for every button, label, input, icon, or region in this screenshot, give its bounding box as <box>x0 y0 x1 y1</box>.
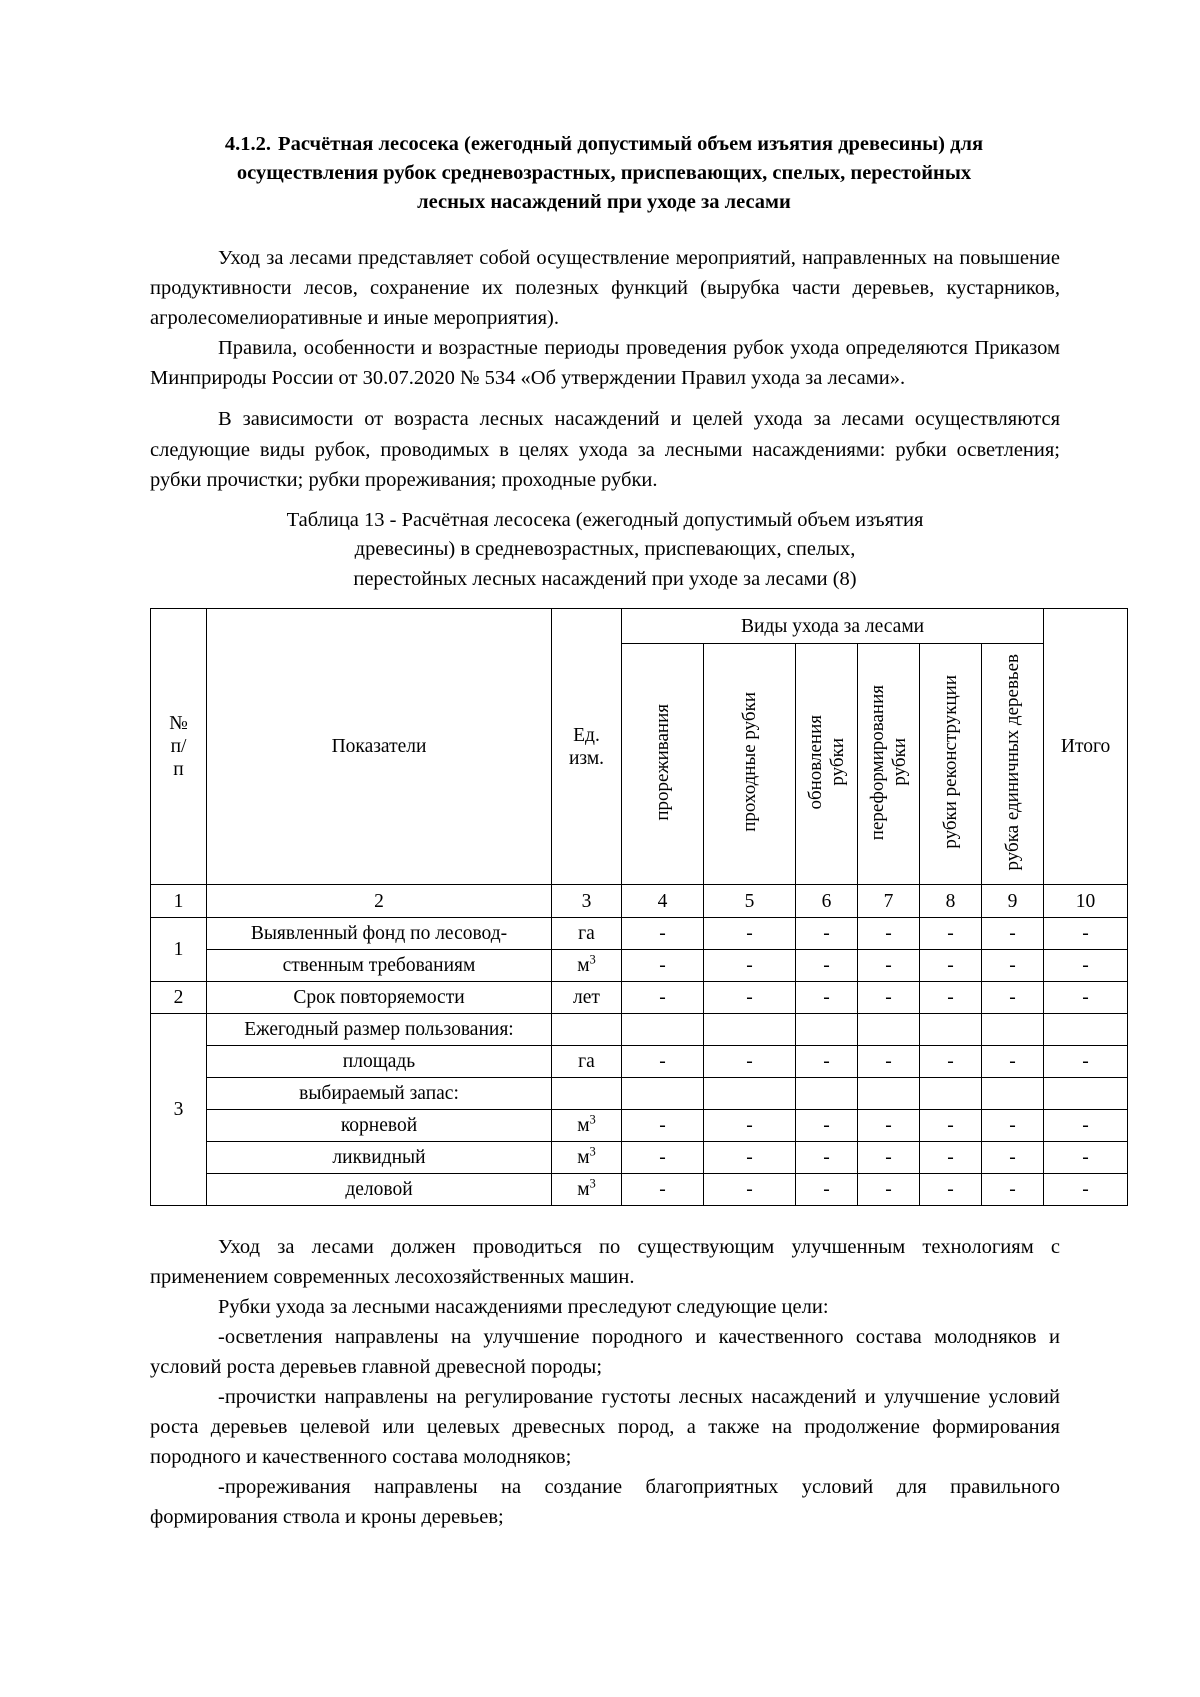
header-care-type-rubka-edinichnyh-derevev <box>982 644 1044 885</box>
header-care-type-label-part2: обновления <box>804 714 826 810</box>
row-indicator: Ежегодный размер пользования: <box>207 1014 552 1046</box>
row-value: - <box>920 982 982 1014</box>
row-value: - <box>858 918 920 950</box>
row-value: - <box>982 918 1044 950</box>
header-total: Итого <box>1044 609 1128 885</box>
row-np: 1 <box>151 918 207 982</box>
section-heading-line3: лесных насаждений при уходе за лесами <box>417 191 791 214</box>
table-header-row-group <box>151 609 1128 644</box>
row-value: - <box>796 1110 858 1142</box>
row-value: - <box>858 982 920 1014</box>
row-value: - <box>920 1174 982 1206</box>
row-value: - <box>622 950 704 982</box>
row-value-total: - <box>1044 1046 1128 1078</box>
colnum-8: 8 <box>920 885 982 918</box>
header-care-types-group: Виды ухода за лесами <box>622 609 1044 644</box>
row-value-total: - <box>1044 918 1128 950</box>
header-unit <box>552 609 622 885</box>
section-heading-line2: осуществления рубок средневозрастных, приспевающих, спелых, перестойных <box>236 162 972 185</box>
spacer <box>150 393 1060 404</box>
paragraph-goal-prorezhivaniya: -прореживания направлены на создание благоприятных условий для правильного формирования ствола и кроны деревьев; <box>150 1476 1060 1529</box>
row-value: - <box>982 950 1044 982</box>
row-value: - <box>796 950 858 982</box>
row-value: - <box>622 1174 704 1206</box>
row-unit <box>552 1078 622 1110</box>
row-value: - <box>858 1142 920 1174</box>
header-care-type-label: рубка единичных деревьев <box>1001 653 1023 871</box>
paragraph-goal-prochistki: -прочистки направлены на регулирование густоты лесных насаждений и улучшение условий роста деревьев целевой или целевых древесных пород, а также на продолжение формирования породного и качественного состава молодняков; <box>150 1386 1060 1469</box>
table-row <box>151 1078 1128 1110</box>
header-care-type-label: рубки реконструкции <box>939 675 961 849</box>
row-value <box>704 1078 796 1110</box>
colnum-6: 6 <box>796 885 858 918</box>
row-value: - <box>858 1174 920 1206</box>
row-value-total <box>1044 1078 1128 1110</box>
row-value: - <box>982 1110 1044 1142</box>
row-indicator: Срок повторяемости <box>207 982 552 1014</box>
row-value: - <box>796 1174 858 1206</box>
row-value: - <box>704 1046 796 1078</box>
row-value <box>858 1078 920 1110</box>
table-head <box>151 609 1128 885</box>
row-value: - <box>796 1046 858 1078</box>
colnum-7: 7 <box>858 885 920 918</box>
table-column-number-row <box>151 885 1128 918</box>
post-table-content <box>150 1232 1060 1532</box>
row-value: - <box>920 950 982 982</box>
header-care-type-rubki-obnovleniya <box>796 644 858 885</box>
lesoseka-table <box>150 608 1128 1206</box>
row-value: - <box>982 1142 1044 1174</box>
row-value <box>704 1014 796 1046</box>
table-row <box>151 950 1128 982</box>
row-unit-base: м <box>577 1179 590 1201</box>
header-care-type-proryazhivaniya <box>622 644 704 885</box>
row-value <box>920 1014 982 1046</box>
row-unit-exponent: 3 <box>589 1112 596 1127</box>
table-caption-line3: перестойных лесных насаждений при уходе за лесами (8) <box>353 567 857 590</box>
section-number: 4.1.2. <box>224 133 272 155</box>
row-indicator: площадь <box>207 1046 552 1078</box>
row-value: - <box>858 1110 920 1142</box>
table-row <box>151 982 1128 1014</box>
colnum-4: 4 <box>622 885 704 918</box>
header-np-line3: п <box>173 759 184 781</box>
row-value: - <box>920 1046 982 1078</box>
row-unit-base: м <box>577 1115 590 1137</box>
table-row <box>151 1174 1128 1206</box>
row-unit <box>552 1142 622 1174</box>
row-value <box>622 1014 704 1046</box>
row-value: - <box>858 950 920 982</box>
row-value: - <box>982 1046 1044 1078</box>
colnum-2: 2 <box>207 885 552 918</box>
row-value <box>858 1014 920 1046</box>
section-heading <box>150 130 1060 217</box>
table-caption <box>150 506 1060 595</box>
header-np-line2: п/ <box>170 736 187 758</box>
row-value: - <box>704 950 796 982</box>
header-care-type-prohodnye-rubki <box>704 644 796 885</box>
table-row <box>151 1014 1128 1046</box>
row-value: - <box>858 1046 920 1078</box>
row-indicator-line2: ственным требованиям <box>207 950 552 982</box>
row-value: - <box>704 1110 796 1142</box>
table-row <box>151 1046 1128 1078</box>
colnum-1: 1 <box>151 885 207 918</box>
row-value <box>920 1078 982 1110</box>
row-unit-base: м <box>577 955 590 977</box>
paragraph-rules-order: Правила, особенности и возрастные периоды проведения рубок ухода определяются Приказом Минприроды России от 30.07.2020 № 534 «Об утверждении Правил ухода за лесами». <box>150 337 1060 390</box>
spacer <box>150 495 1060 506</box>
row-indicator: деловой <box>207 1174 552 1206</box>
header-np <box>151 609 207 885</box>
row-value-total: - <box>1044 982 1128 1014</box>
row-value: - <box>704 1142 796 1174</box>
header-care-type-rubki-pereformirovaniya <box>858 644 920 885</box>
row-unit: лет <box>552 982 622 1014</box>
row-value: - <box>704 1174 796 1206</box>
row-indicator: ликвидный <box>207 1142 552 1174</box>
table-caption-line1: Таблица 13 - Расчётная лесосека (ежегодный допустимый объем изъятия <box>286 508 924 531</box>
row-value-total <box>1044 1014 1128 1046</box>
row-value: - <box>920 1142 982 1174</box>
table-row <box>151 1142 1128 1174</box>
row-value <box>796 1078 858 1110</box>
row-np: 2 <box>151 982 207 1014</box>
section-heading-line1: Расчётная лесосека (ежегодный допустимый объем изъятия древесины) для <box>278 133 984 155</box>
row-value: - <box>704 918 796 950</box>
paragraph-goal-osvetleniya: -осветления направлены на улучшение породного и качественного состава молодняков и условий роста деревьев главной древесной породы; <box>150 1326 1060 1379</box>
row-indicator: выбираемый запас: <box>207 1078 552 1110</box>
table-row <box>151 1110 1128 1142</box>
header-care-type-label: прореживания <box>651 703 673 821</box>
colnum-3: 3 <box>552 885 622 918</box>
paragraph-cutting-types: В зависимости от возраста лесных насаждений и целей ухода за лесами осуществляются следующие виды рубок, проводимых в целях ухода за лесными насаждениями: рубки осветления; рубки прочистки; рубки прореживания; проходные рубки. <box>150 408 1060 491</box>
header-care-type-rubki-rekonstrukcii <box>920 644 982 885</box>
header-care-type-label-part2: переформирования <box>866 684 888 840</box>
row-unit <box>552 1110 622 1142</box>
row-value <box>982 1078 1044 1110</box>
row-unit-exponent: 3 <box>589 952 596 967</box>
row-value-total: - <box>1044 1142 1128 1174</box>
table-row <box>151 918 1128 950</box>
row-unit <box>552 950 622 982</box>
row-unit-base: м <box>577 1147 590 1169</box>
row-value: - <box>796 982 858 1014</box>
row-unit-exponent: 3 <box>589 1176 596 1191</box>
colnum-9: 9 <box>982 885 1044 918</box>
paragraph-care-definition: Уход за лесами представляет собой осуществление мероприятий, направленных на повышение продуктивности лесов, сохранение их полезных функций (вырубка части деревьев, кустарников, агролесомелиоративные и иные мероприятия). <box>150 247 1060 330</box>
row-unit: га <box>552 1046 622 1078</box>
row-value: - <box>982 982 1044 1014</box>
header-unit-line2: изм. <box>568 747 605 769</box>
row-value: - <box>622 1142 704 1174</box>
header-unit-line1: Ед. <box>573 724 600 746</box>
row-value: - <box>622 918 704 950</box>
header-np-line1: № <box>169 713 188 735</box>
row-value <box>796 1014 858 1046</box>
table-body <box>151 885 1128 1206</box>
row-value: - <box>622 1046 704 1078</box>
row-unit: га <box>552 918 622 950</box>
header-care-type-label-part1: рубки <box>888 738 910 786</box>
row-value: - <box>704 982 796 1014</box>
paragraph-technologies: Уход за лесами должен проводиться по существующим улучшенным технологиям с применением современных лесохозяйственных машин. <box>150 1236 1060 1289</box>
row-unit <box>552 1014 622 1046</box>
row-value <box>622 1078 704 1110</box>
row-indicator: корневой <box>207 1110 552 1142</box>
row-value-total: - <box>1044 1110 1128 1142</box>
row-value: - <box>622 1110 704 1142</box>
row-value-total: - <box>1044 950 1128 982</box>
row-value <box>982 1014 1044 1046</box>
row-value: - <box>920 1110 982 1142</box>
header-indicator: Показатели <box>207 609 552 885</box>
table-container <box>150 608 1111 1206</box>
row-value-total: - <box>1044 1174 1128 1206</box>
row-value: - <box>920 918 982 950</box>
row-value: - <box>796 1142 858 1174</box>
row-value: - <box>622 982 704 1014</box>
colnum-10: 10 <box>1044 885 1128 918</box>
header-care-type-label-part1: рубки <box>826 738 848 786</box>
paragraph-goals-intro: Рубки ухода за лесными насаждениями преследуют следующие цели: <box>218 1296 829 1319</box>
header-care-type-label: проходные рубки <box>738 692 760 833</box>
row-value: - <box>796 918 858 950</box>
row-indicator-line1: Выявленный фонд по лесовод- <box>207 918 552 950</box>
row-unit <box>552 1174 622 1206</box>
row-unit-exponent: 3 <box>589 1144 596 1159</box>
table-caption-line2: древесины) в средневозрастных, приспевающих, спелых, <box>354 538 856 561</box>
row-value: - <box>982 1174 1044 1206</box>
colnum-5: 5 <box>704 885 796 918</box>
row-np: 3 <box>151 1014 207 1206</box>
